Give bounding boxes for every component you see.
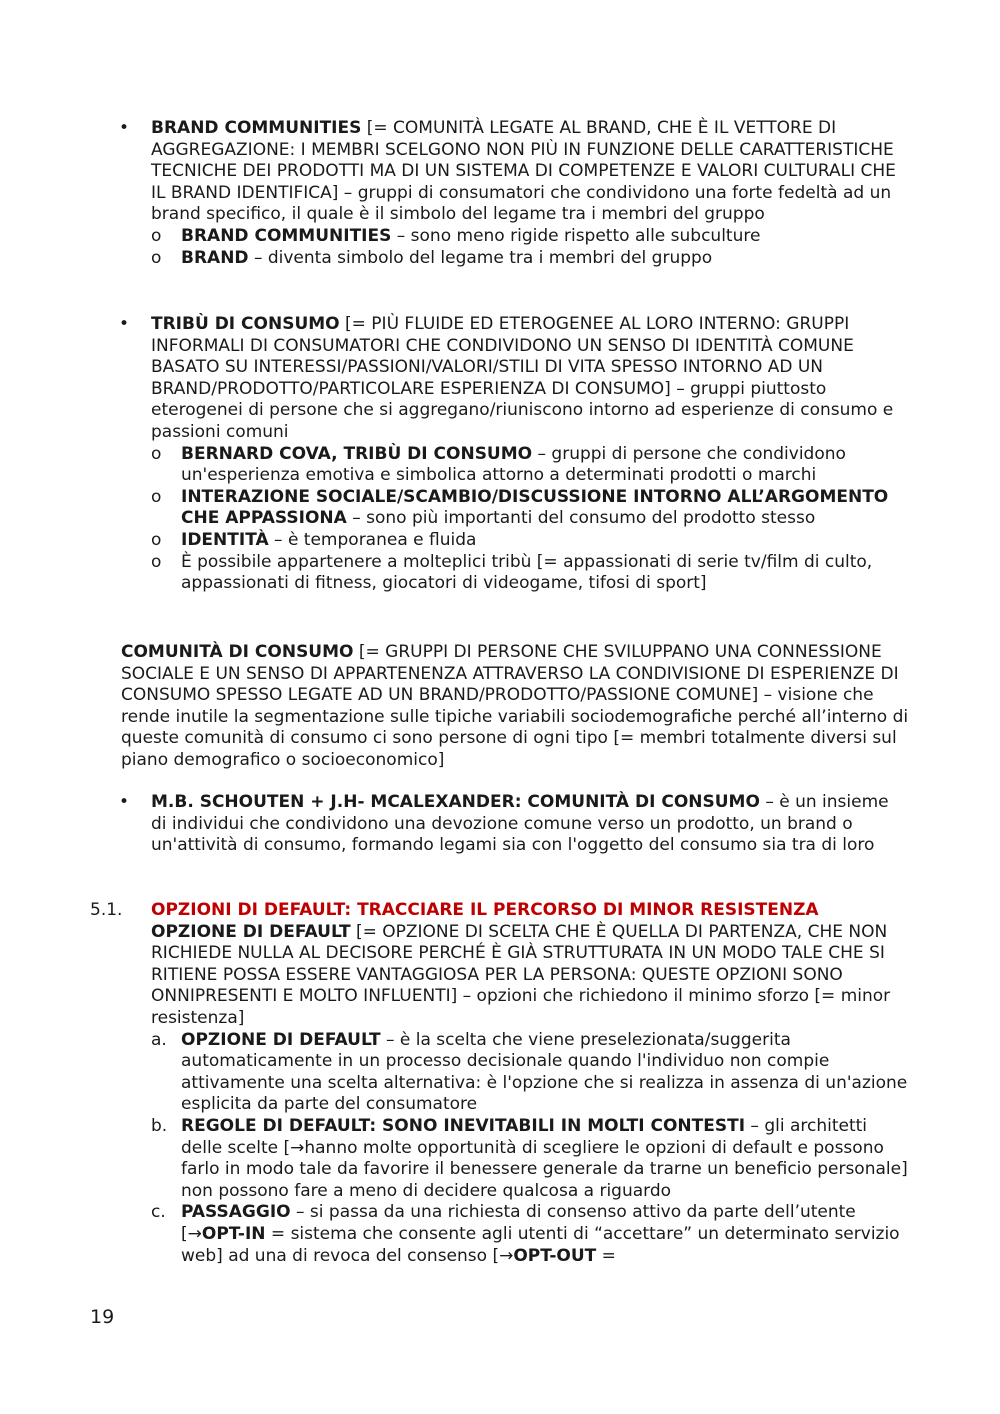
bullet-tribu-di-consumo [119,314,909,595]
bullet-text [151,314,909,444]
section-intro [151,922,910,1030]
term-definition: – è un insieme di individui che condividono una devozione comune verso un prodotto, un brand o un'attività di consumo, formando legami sia con l'oggetto del consumo sia tra di loro [151,792,889,856]
sub-marker: o [151,486,162,507]
sub-bold: INTERAZIONE SOCIALE/SCAMBIO/DISCUSSIONE INTORNO ALL’ARGOMENTO CHE APPASSIONA [181,486,889,529]
term-definition: [= PIÙ FLUIDE ED ETEROGENEE AL LORO INTERNO: GRUPPI INFORMALI DI CONSUMATORI CHE CONDIVIDONO UN SENSO DI IDENTITÀ COMUNE BASATO SU INTERESSI/PASSIONI/VALORI/STILI DI VITA SPESSO INTORNO AD UN BRAND/PRODOTTO/PARTICOLARE ESPERIENZA DI CONSUMO] – gruppi piuttosto eterogenei di persone che si aggregano/riuniscono intorno ad esperienze di consumo e passioni comuni [151,314,894,442]
list-marker: a. [151,1029,167,1050]
bullet-text [151,792,909,857]
item-text: = [596,1245,616,1266]
bullet-brand-communities [119,118,909,269]
list-item-c [151,1202,910,1267]
item-text: = sistema che consente agli utenti di “accettare” un determinato servizio web] ad una di revoca del consenso [→ [181,1223,900,1266]
sub-item [151,530,909,552]
term-definition: [= GRUPPI DI PERSONE CHE SVILUPPANO UNA CONNESSIONE SOCIALE E UN SENSO DI APPARTENENZA ATTRAVERSO LA CONDIVISIONE DI ESPERIENZE DI CONSUMO SPESSO LEGATE AD UN BRAND/PRODOTTO/PASSIONE COMUNE] – visione che rende inutile la segmentazione sulle tipiche variabili sociodemografiche perché all’interno di queste comunità di consumo ci sono persone di ogni tipo [= membri totalmente diversi sul piano demografico o socioeconomico] [121,642,909,770]
term-definition: [= OPZIONE DI SCELTA CHE È QUELLA DI PARTENZA, CHE NON RICHIEDE NULLA AL DECISORE PERCHÉ È GIÀ STRUTTURATA IN UN MODO TALE CHE SI RITIENE POSSA ESSERE VANTAGGIOSA PER LA PERSONA: QUESTE OPZIONI SONO ONNIPRESENTI E MOLTO INFLUENTI] – opzioni che richiedono il minimo sforzo [= minor resistenza] [151,921,891,1028]
sub-bold: IDENTITÀ [181,529,269,550]
term-bold: BRAND COMMUNITIES [151,118,362,138]
section-5-1 [90,900,910,1267]
bullet-schouten [119,792,909,857]
sub-item [151,487,909,530]
sub-text: È possibile appartenere a molteplici tribù [= appassionati di serie tv/film di culto, appassionati di fitness, giocatori di videogame, tifosi di sport] [181,551,873,594]
term-bold: OPZIONE DI DEFAULT [151,921,351,942]
sub-bold: BRAND COMMUNITIES [181,225,392,246]
sub-text: – gruppi di persone che condividono un'esperienza emotiva e simbolica attorno a determinati prodotti o marchi [181,443,846,486]
item-text: – è la scelta che viene preselezionata/suggerita automaticamente in un processo decisionale quando l'individuo non compie attivamente una scelta alternativa: è l'opzione che si realizza in assenza di un'azione esplicita da parte del consumatore [181,1029,908,1115]
sub-item [151,444,909,487]
item-bold-opt-in: OPT-IN [201,1223,266,1244]
item-bold: OPZIONE DI DEFAULT [181,1029,381,1050]
sub-item [151,552,909,595]
item-bold-opt-out: OPT-OUT [513,1245,597,1266]
list-marker: c. [151,1202,166,1223]
sub-marker: o [151,225,162,246]
section-heading: OPZIONI DI DEFAULT: TRACCIARE IL PERCORSO DI MINOR RESISTENZA [151,900,819,920]
term-bold: COMUNITÀ DI CONSUMO [121,642,354,662]
sub-text: – è temporanea e fluida [268,529,477,550]
page-number: 19 [90,1306,115,1328]
sub-text: – diventa simbolo del legame tra i membri del gruppo [248,247,713,268]
sub-text: – sono meno rigide rispetto alle subculture [391,225,761,246]
term-bold: TRIBÙ DI CONSUMO [151,314,340,334]
list-item-b [151,1116,910,1202]
sub-bold: BRAND [181,247,249,268]
item-bold: PASSAGGIO [181,1202,291,1223]
section-number: 5.1. [90,900,123,920]
bullet-text [151,118,909,226]
sub-marker: o [151,529,162,550]
sub-text: – sono più importanti del consumo del prodotto stesso [346,508,816,529]
bullet-marker: • [119,792,130,812]
sub-marker: o [151,551,162,572]
term-definition: [= COMUNITÀ LEGATE AL BRAND, CHE È IL VETTORE DI AGGREGAZIONE: I MEMBRI SCELGONO NON PIÙ IN FUNZIONE DELLE CARATTERISTICHE TECNICHE DEI PRODOTTI MA DI UN SISTEMA DI COMPETENZE E VALORI CULTURALI CHE IL BRAND IDENTIFICA] – gruppi di consumatori che condividono una forte fedeltà ad un brand specifico, il quale è il simbolo del legame tra i membri del gruppo [151,118,896,225]
sub-item [151,248,909,270]
term-bold: M.B. SCHOUTEN + J.H- MCALEXANDER: COMUNITÀ DI CONSUMO [151,792,760,812]
item-text: – si passa da una richiesta di consenso attivo da parte dell’utente [→ [181,1202,856,1244]
list-marker: b. [151,1115,168,1136]
sub-item [151,226,909,248]
list-item-a [151,1030,910,1116]
item-bold: REGOLE DI DEFAULT: SONO INEVITABILI IN MOLTI CONTESTI [181,1115,746,1136]
sub-bold: BERNARD COVA, TRIBÙ DI CONSUMO [181,443,533,464]
sub-marker: o [151,247,162,268]
bullet-marker: • [119,118,130,138]
bullet-marker: • [119,314,130,334]
sub-marker: o [151,443,162,464]
item-text: – gli architetti delle scelte [→hanno molte opportunità di scegliere le opzioni di default e possono farlo in modo tale da favorire il benessere generale da trarne un beneficio personale] non possono fare a meno di decidere qualcosa a riguardo [181,1115,908,1201]
paragraph-comunita-di-consumo [121,642,911,772]
